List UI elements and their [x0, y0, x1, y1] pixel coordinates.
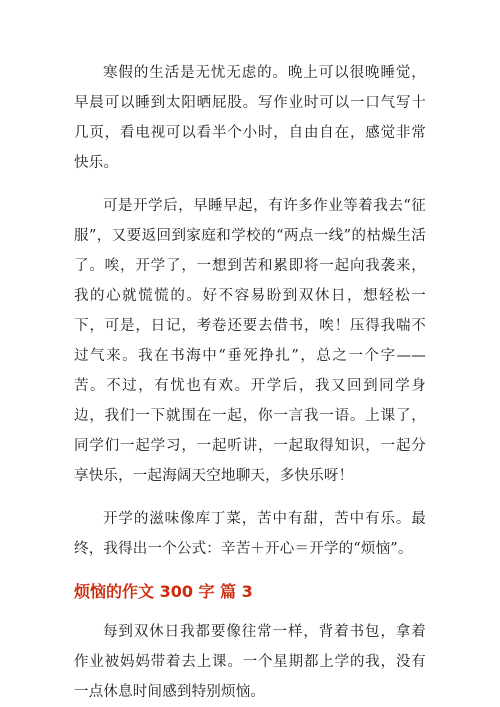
document-page — [74, 58, 426, 707]
paragraph-winter-vacation: 寒假的生活是无忧无虑的。晚上可以很晚睡觉，早晨可以睡到太阳晒屁股。写作业时可以一口气写十几页，看电视可以看半个小时，自由自在，感觉非常快乐。 — [74, 65, 426, 171]
section-heading: 烦恼的作文 300 字 篇 3 — [74, 582, 253, 601]
paragraph-conclusion: 开学的滋味像库丁菜，苦中有甜，苦中有乐。最终，我得出一个公式：辛苦＋开心＝开学的“烦恼”。 — [74, 511, 426, 557]
paragraph-school-start: 可是开学后，早睡早起，有许多作业等着我去“征服”，又要返回到家庭和学校的“两点一线”的枯燥生活了。唉，开学了，一想到苦和累即将一起向我袭来，我的心就慌慌的。好不容易盼到双休日，想轻松一下，可是，日记，考卷还要去借书，唉！压得我喘不过气来。我在书海中“垂死挣扎”，总之一个字——苦。不过，有忧也有欢。开学后，我又回到同学身边，我们一下就围在一起，你一言我一语。上课了，同学们一起学习，一起听讲，一起取得知识，一起分享快乐，一起海阔天空地聊天，多快乐呀！ — [74, 198, 426, 484]
paragraph-weekend: 每到双休日我都要像往常一样，背着书包，拿着作业被妈妈带着去上课。一个星期都上学的我，没有一点休息时间感到特别烦恼。 — [74, 624, 426, 700]
